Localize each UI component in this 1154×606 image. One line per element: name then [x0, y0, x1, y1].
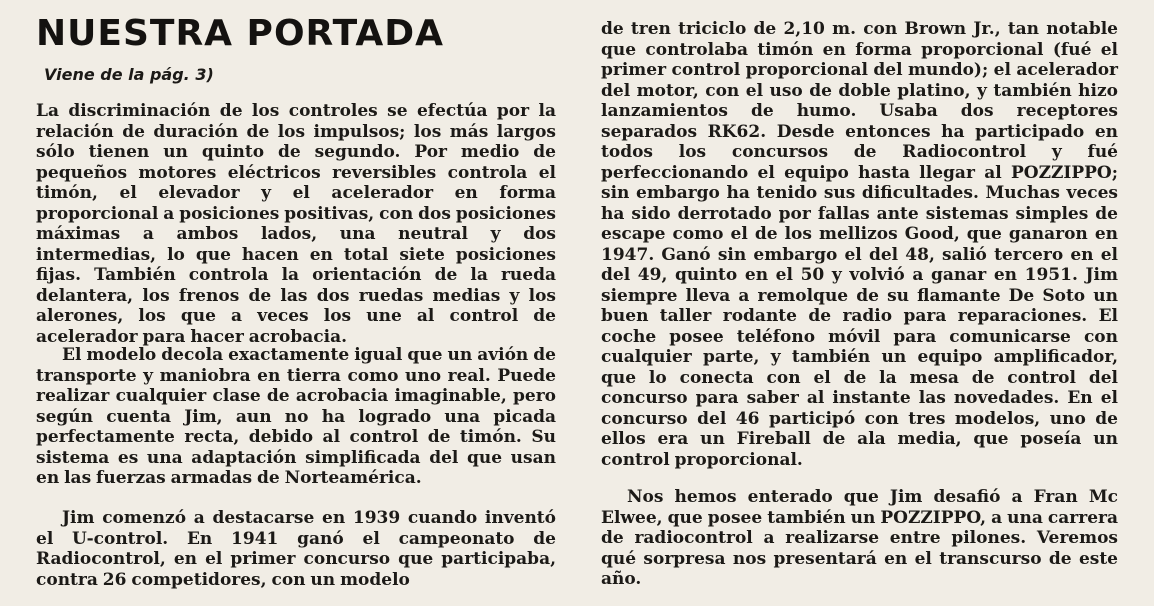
paragraph-model: El modelo decola exactamente igual que un avión de transporte y maniobra en tierra como uno real. Puede realizar cualquier clase de acrobacia imaginable, pero según cuenta Jim, aun no ha logrado una picada perfectamente recta, debido al control de timón. Su sistema es una adaptación simplificada del que usan en las fuerzas armadas de Norteamérica.: [36, 345, 556, 488]
continued-from-note: Viene de la pág. 3): [44, 65, 214, 84]
paragraph-controls: La discriminación de los controles se efectúa por la relación de duración de los impulsos; los más largos sólo tienen un quinto de segundo. Por medio de pequeños motores eléctricos reversibles controla el timón, el elevador y el acelerador en forma proporcional a posiciones positivas, con dos posiciones máximas a ambos lados, una neutral y dos intermedias, lo que hacen en total siete posiciones fijas. También controla la orientación de la rueda delantera, los frenos de las dos ruedas medias y los alerones, los que a veces los une al control de acelerador para hacer acrobacia.: [36, 101, 556, 347]
article-title: NUESTRA PORTADA: [36, 13, 445, 54]
paragraph-history-continued: de tren triciclo de 2,10 m. con Brown Jr., tan notable que controlaba timón en forma proporcional (fué el primer control proporcional del mundo); el acelerador del motor, con el uso de doble platino, y también hizo lanzamientos de humo. Usaba dos receptores separados RK62. Desde entonces ha participado en todos los concursos de Radiocontrol y fué perfeccionando el equipo hasta llegar al POZZIPPO; sin embargo ha tenido sus dificultades. Muchas veces ha sido derrotado por fallas ante sistemas simples de escape como el de los mellizos Good, que ganaron en 1947. Ganó sin embargo el del 48, salió tercero en el del 49, quinto en el 50 y volvió a ganar en 1951. Jim siempre lleva a remolque de su flamante De Soto un buen taller rodante de radio para reparaciones. El coche posee teléfono móvil para comunicarse con cualquier parte, y también un equipo amplificador, que lo conecta con el de la mesa de control del concurso para saber al instante las novedades. En el concurso del 46 participó con tres modelos, uno de ellos era un Fireball de ala media, que poseía un control proporcional.: [601, 19, 1118, 470]
paragraph-history: Jim comenzó a destacarse en 1939 cuando inventó el U-control. En 1941 ganó el campeonato de Radiocontrol, en el primer concurso que participaba, contra 26 competidores, con un modelo: [36, 508, 556, 590]
paragraph-challenge: Nos hemos enterado que Jim desafió a Fran Mc Elwee, que posee también un POZZIPPO, a una carrera de radiocontrol a realizarse entre pilones. Veremos qué sorpresa nos presentará en el transcurso de este año.: [601, 487, 1118, 589]
